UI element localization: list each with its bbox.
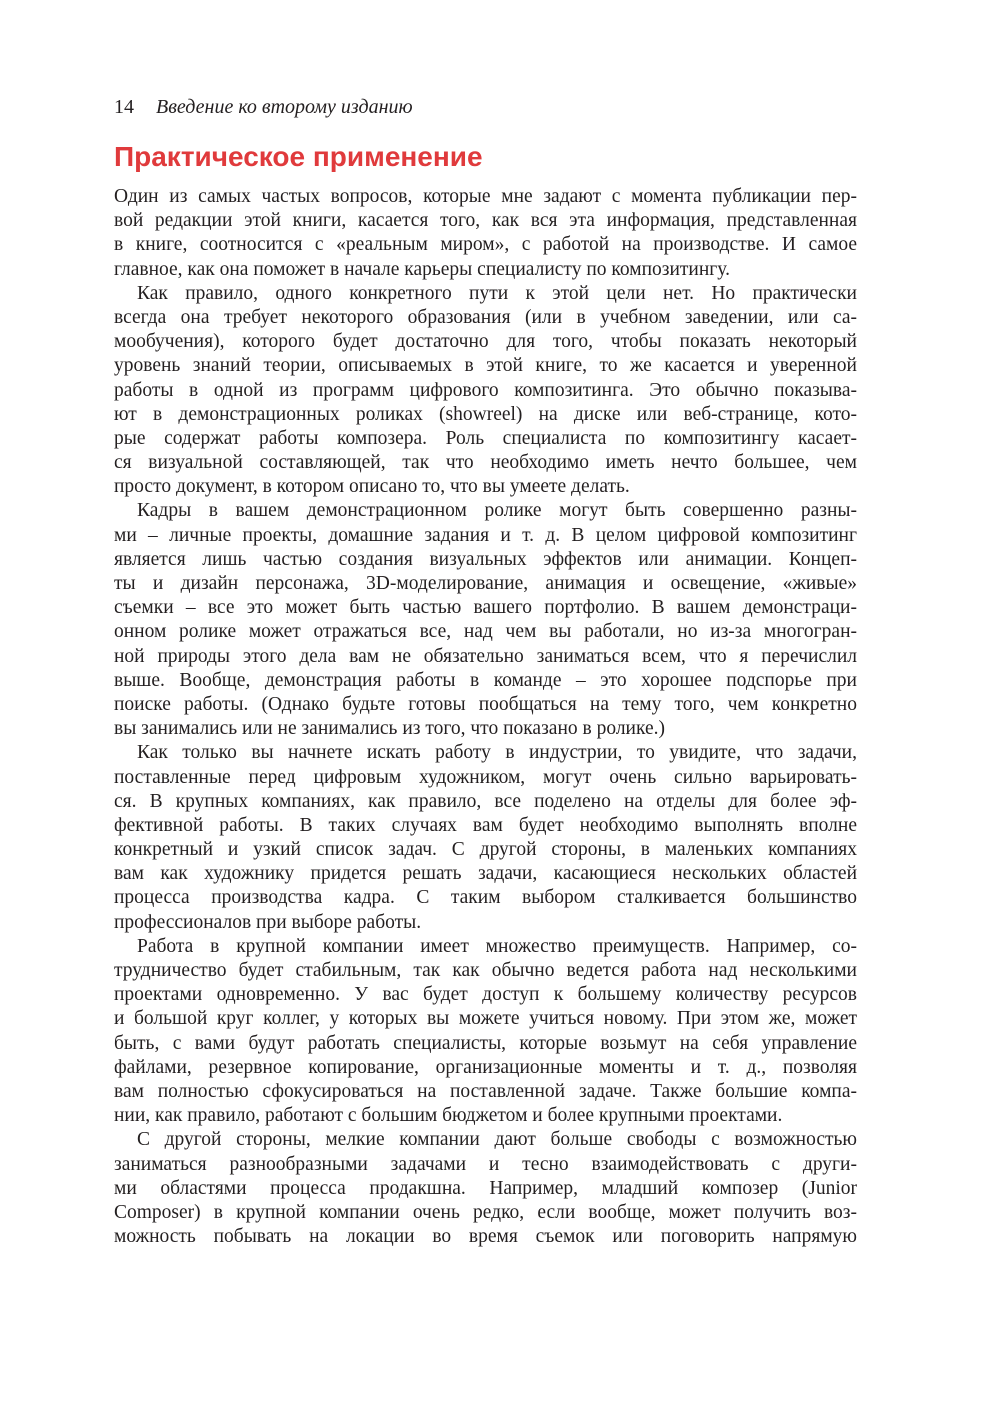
text-line: вы занимались или не занимались из того, что показано в ролике.) [114,718,666,740]
paragraph [114,185,857,282]
text-line: выше. Вообще, демонстрация работы в команде – это хорошее подспорье при [114,669,857,691]
text-line: быть, с вами будут работать специалисты, которые возьмут на себя управление [114,1032,857,1054]
paragraph [114,1128,857,1249]
text-line: проектами одновременно. У вас будет доступ к большему количеству ресурсов [114,984,857,1006]
text-line: конкретный и узкий список задач. С другой стороны, в маленьких компаниях [114,839,857,861]
text-line: всегда она требует некоторого образования (или в учебном заведении, или са- [114,306,857,328]
text-line: онном ролике может отражаться все, над чем вы работали, но из-за многогран- [114,621,857,643]
text-line: Работа в крупной компании имеет множество преимуществ. Например, со- [137,935,857,957]
text-line: файлами, резервное копирование, организационные моменты и т. д., позволяя [114,1056,857,1078]
body-text [114,185,857,1249]
text-line: ся. В крупных компаниях, как правило, все поделено на отделы для более эф- [114,790,857,812]
text-line: фективной работы. В таких случаях вам будет необходимо выполнять вполне [114,814,857,836]
text-line: поиске работы. (Однако будьте готовы пообщаться на тему того, чем конкретно [114,693,857,715]
text-line: заниматься разнообразными задачами и тесно взаимодействовать с други- [114,1153,857,1175]
text-line: вам полностью сфокусироваться на поставленной задаче. Также большие компа- [114,1080,857,1102]
text-line: нии, как правило, работают с большим бюджетом и более крупными проектами. [114,1105,783,1127]
paragraph [114,935,857,1129]
text-line: съемки – все это может быть частью вашего портфолио. В вашем демонстраци- [114,597,857,619]
text-line: рые содержат работы композера. Роль специалиста по композитингу касает- [114,427,857,449]
text-line: в книге, соотносится с «реальным миром», с работой на производстве. И самое [114,234,857,256]
text-line: уровень знаний теории, описываемых в этой книге, то же касается и уверенной [114,355,857,377]
text-line: Как только вы начнете искать работу в индустрии, то увидите, что задачи, [137,742,857,764]
text-line: является лишь частью создания визуальных эффектов или анимации. Концеп- [114,548,857,570]
text-line: просто документ, в котором описано то, что вы умеете делать. [114,476,630,498]
text-line: профессионалов при выборе работы. [114,911,422,933]
text-line: и большой круг коллег, у которых вы можете учиться новому. При этом же, может [114,1008,857,1030]
text-line: можность побывать на локации во время съемок или поговорить напрямую [114,1226,857,1248]
page-number: 14 [114,96,134,118]
text-line: поставленные перед цифровым художником, могут очень сильно варьировать- [114,766,857,788]
text-line: Один из самых частых вопросов, которые мне задают с момента публикации пер- [114,186,857,207]
text-line: трудничество будет стабильным, так как обычно ведется работа над несколькими [114,960,857,981]
text-line: ми областями процесса продакшна. Например, младший композер (Junior [114,1177,857,1199]
text-line: Кадры в вашем демонстрационном ролике могут быть совершенно разны- [137,500,857,522]
running-head [114,94,413,120]
text-line: мообучения), которого будет достаточно для того, чтобы показать некоторый [114,331,857,353]
paragraph [114,282,857,500]
text-line: Composer) в крупной компании очень редко, если вообще, может получить воз- [114,1201,857,1223]
text-line: ся визуальной составляющей, так что необходимо иметь нечто большее, чем [114,452,857,474]
text-line: вой редакции этой книги, касается того, как вся эта информация, представленная [114,210,857,232]
text-line: ми – личные проекты, домашние задания и т. д. В целом цифровой композитинг [114,524,857,546]
text-line: работы в одной из программ цифрового композитинга. Это обычно показыва- [114,379,857,401]
text-line: ной природы этого дела вам не обязательно заниматься всем, что я перечислил [114,645,857,667]
text-line: ют в демонстрационных роликах (showreel) на диске или веб-странице, кото- [114,403,857,425]
running-head-title: Введение ко второму изданию [156,96,413,118]
text-line: ты и дизайн персонажа, 3D-моделирование, анимация и освещение, «живые» [114,573,857,594]
text-line: С другой стороны, мелкие компании дают больше свободы с возможностью [137,1129,857,1151]
text-line: Как правило, одного конкретного пути к этой цели нет. Но практически [137,282,857,304]
text-line: процесса производства кадра. С таким выбором сталкивается большинство [114,887,857,909]
paragraph [114,499,857,741]
paragraph [114,741,857,935]
text-line: вам как художнику придется решать задачи, касающиеся нескольких областей [114,863,857,885]
text-line: главное, как она поможет в начале карьеры специалисту по композитингу. [114,258,730,280]
section-heading: Практическое применение [114,141,483,172]
